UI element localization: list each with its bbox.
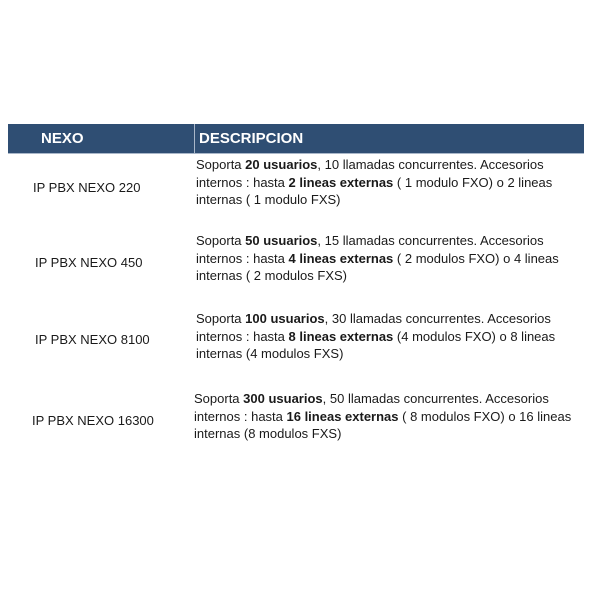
- product-table: [8, 124, 584, 441]
- table-header: [8, 124, 584, 154]
- product-description: Soporta 100 usuarios, 30 llamadas concurrentes. Accesorios internos : hasta 8 lineas externas (4 modulos FXO) o 8 lineas internas (4 modulos FXS): [196, 311, 556, 361]
- product-name: IP PBX NEXO 8100: [35, 332, 150, 347]
- product-description: Soporta 300 usuarios, 50 llamadas concurrentes. Accesorios internos : hasta 16 lineas externas ( 8 modulos FXO) o 16 lineas internas (8 modulos FXS): [194, 391, 572, 441]
- product-name: IP PBX NEXO 220: [33, 180, 141, 195]
- product-name: IP PBX NEXO 16300: [32, 413, 154, 428]
- product-name: IP PBX NEXO 450: [35, 255, 143, 270]
- product-description: Soporta 20 usuarios, 10 llamadas concurrentes. Accesorios internos : hasta 2 lineas externas ( 1 modulo FXO) o 2 lineas internas ( 1 modulo FXS): [196, 157, 553, 207]
- product-description: Soporta 50 usuarios, 15 llamadas concurrentes. Accesorios internos : hasta 4 lineas externas ( 2 modulos FXO) o 4 lineas internas ( 2 modulos FXS): [196, 233, 559, 283]
- header-descripcion: DESCRIPCION: [199, 130, 304, 147]
- header-nexo: NEXO: [41, 130, 84, 147]
